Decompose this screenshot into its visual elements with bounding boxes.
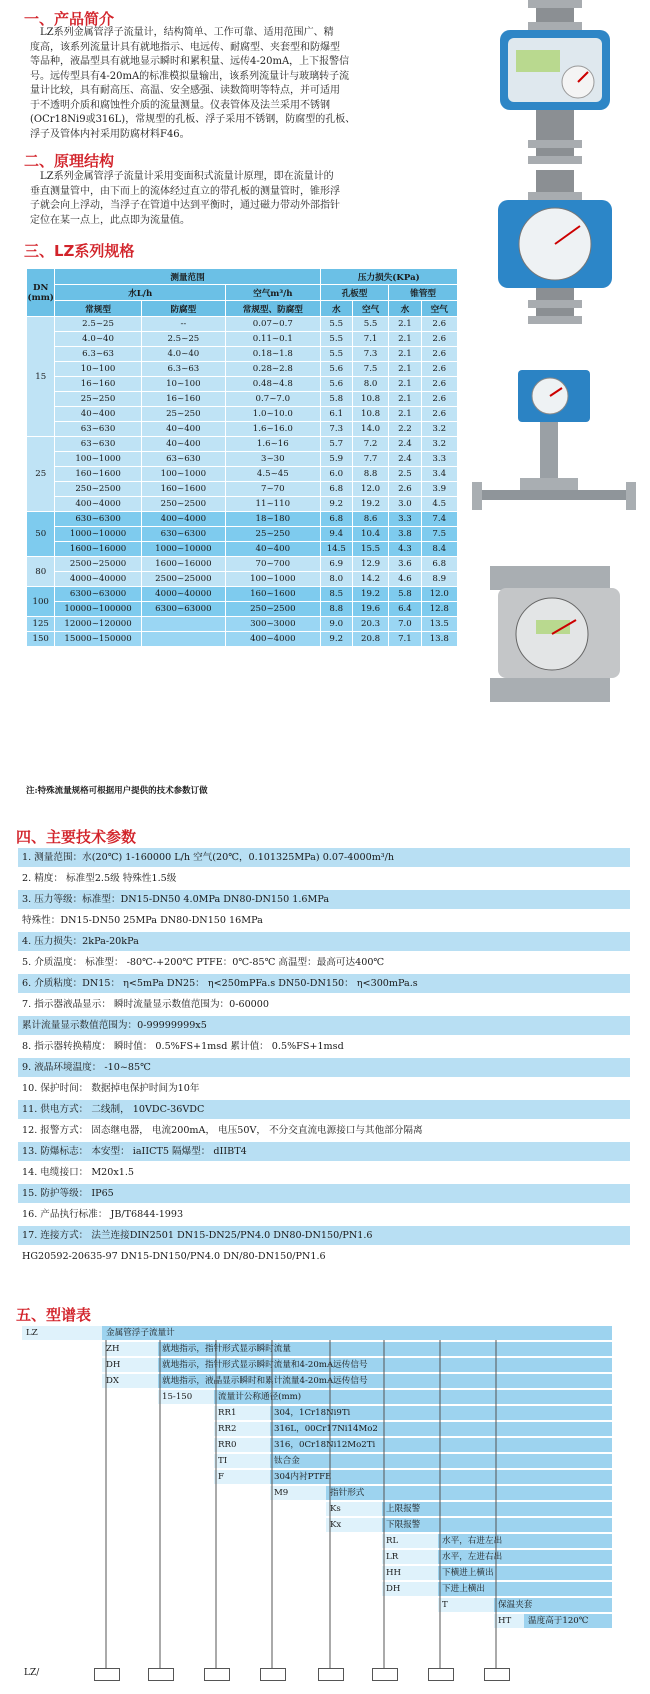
spec-cell: 2.4 xyxy=(389,452,421,467)
model-prefix: LZ/ xyxy=(24,1668,40,1678)
spec-cell: 5.7 xyxy=(320,437,352,452)
spec-cell: 14.0 xyxy=(352,422,388,437)
model-description: 金属管浮子流量计 xyxy=(102,1326,612,1340)
cone-header: 锥管型 xyxy=(389,285,458,301)
spec-cell: 630~6300 xyxy=(141,527,225,542)
spec-cell: -- xyxy=(141,317,225,332)
spec-cell: 2.6 xyxy=(421,347,457,362)
model-code: DX xyxy=(102,1374,158,1388)
spec-cell: 6.8 xyxy=(320,512,352,527)
model-description: 316，0Cr18Ni12Mo2Ti xyxy=(270,1438,612,1452)
normal-anti-header: 常规型、防腐型 xyxy=(225,301,320,317)
anti-header: 防腐型 xyxy=(141,301,225,317)
model-code: M9 xyxy=(270,1486,326,1500)
spec-cell: 12.0 xyxy=(352,482,388,497)
spec-cell: 19.2 xyxy=(352,587,388,602)
param-row: HG20592-20635-97 DN15-DN150/PN4.0 DN/80-DN150/PN1.6 xyxy=(18,1247,630,1266)
param-row: 5. 介质温度： 标准型： -80℃-+200℃ PTFE：0℃-85℃ 高温型：最高可达400℃ xyxy=(18,953,630,972)
param-row: 累计流量显示数值范围为：0-99999999x5 xyxy=(18,1016,630,1035)
spec-cell: 630~6300 xyxy=(55,512,141,527)
spec-cell: 7~70 xyxy=(225,482,320,497)
spec-cell: 8.4 xyxy=(421,542,457,557)
spec-cell: 11~110 xyxy=(225,497,320,512)
spec-cell: 2500~25000 xyxy=(55,557,141,572)
spec-cell: 10.8 xyxy=(352,407,388,422)
model-code: T xyxy=(438,1598,494,1612)
param-row: 7. 指示器液晶显示： 瞬时流量显示数值范围为：0-60000 xyxy=(18,995,630,1014)
spec-cell: 3.6 xyxy=(389,557,421,572)
spec-cell: 14.5 xyxy=(320,542,352,557)
spec-cell: 5.5 xyxy=(352,317,388,332)
spec-cell: 3~30 xyxy=(225,452,320,467)
spec-cell: 14.2 xyxy=(352,572,388,587)
spec-cell: 250~2500 xyxy=(225,602,320,617)
spec-dn-cell: 50 xyxy=(27,512,55,557)
model-code: Kx xyxy=(326,1518,382,1532)
spec-cell: 2.5 xyxy=(389,467,421,482)
model-description: 就地指示，指针形式显示瞬时流量 xyxy=(158,1342,612,1356)
spec-cell: 160~1600 xyxy=(225,587,320,602)
spec-cell: 3.2 xyxy=(421,437,457,452)
spec-cell: 1.6~16.0 xyxy=(225,422,320,437)
param-row: 8. 指示器转换精度： 瞬时值： 0.5%FS+1msd 累计值： 0.5%FS+1msd xyxy=(18,1037,630,1056)
intro-line: (OCr18Ni9或316L)，常规型的孔板、浮子采用不锈钢，防腐型的孔板、 xyxy=(30,114,356,125)
principle-line: 定位在某一点上，此点即为流量值。 xyxy=(30,214,190,226)
spec-cell: 0.18~1.8 xyxy=(225,347,320,362)
cone-water-header: 水 xyxy=(389,301,421,317)
spec-cell: 5.6 xyxy=(320,377,352,392)
spec-cell: 3.2 xyxy=(421,422,457,437)
spec-cell: 2.6 xyxy=(421,377,457,392)
model-description: 就地指示，指针形式显示瞬时流量和4-20mA远传信号 xyxy=(158,1358,612,1372)
spec-cell: 7.1 xyxy=(352,332,388,347)
spec-cell: 2.1 xyxy=(389,407,421,422)
orifice-water-header: 水 xyxy=(320,301,352,317)
spec-cell: 6.0 xyxy=(320,467,352,482)
model-description: 流量计公称通径(mm) xyxy=(214,1390,612,1404)
spec-cell: 25~250 xyxy=(55,392,141,407)
spec-cell: 13.8 xyxy=(421,632,457,647)
spec-cell: 40~400 xyxy=(225,542,320,557)
param-row: 16. 产品执行标准： JB/T6844-1993 xyxy=(18,1205,630,1224)
loss-header: 压力损失(KPa) xyxy=(320,269,457,285)
normal-header: 常规型 xyxy=(55,301,141,317)
spec-cell: 2.2 xyxy=(389,422,421,437)
spec-cell: 2.6 xyxy=(421,362,457,377)
spec-cell: 8.8 xyxy=(352,467,388,482)
spec-cell: 0.7~7.0 xyxy=(225,392,320,407)
spec-cell: 5.5 xyxy=(320,347,352,362)
spec-cell: 7.4 xyxy=(421,512,457,527)
spec-cell: 1000~10000 xyxy=(141,542,225,557)
model-description: 保温夹套 xyxy=(494,1598,612,1612)
spec-cell: 2.5~25 xyxy=(141,332,225,347)
spec-cell: 8.9 xyxy=(421,572,457,587)
model-code-box xyxy=(148,1668,174,1681)
spec-cell: 6.3~63 xyxy=(55,347,141,362)
spec-cell: 1.6~16 xyxy=(225,437,320,452)
spec-cell: 100~1000 xyxy=(141,467,225,482)
model-description: 钛合金 xyxy=(270,1454,612,1468)
section-title-spec: 三、LZ系列规格 xyxy=(24,242,135,260)
spec-cell: 19.6 xyxy=(352,602,388,617)
model-description: 上限报警 xyxy=(382,1502,612,1516)
spec-cell: 15000~150000 xyxy=(55,632,141,647)
spec-cell: 8.5 xyxy=(320,587,352,602)
principle-line: LZ系列金属管浮子流量计采用变面积式流量计原理，即在流量计的 xyxy=(40,171,334,182)
spec-cell: 6.1 xyxy=(320,407,352,422)
intro-line: 于不透明介质和腐蚀性介质的流量测量。仪表管体及法兰采用不锈钢 xyxy=(30,99,330,111)
spec-cell: 160~1600 xyxy=(55,467,141,482)
intro-line: 浮子及管体内衬采用防腐材料F46。 xyxy=(30,128,190,140)
spec-dn-cell: 25 xyxy=(27,437,55,512)
spec-dn-cell: 100 xyxy=(27,587,55,617)
section-title-params: 四、主要技术参数 xyxy=(16,828,137,846)
spec-cell: 300~3000 xyxy=(225,617,320,632)
spec-cell: 3.0 xyxy=(389,497,421,512)
spec-dn-cell: 80 xyxy=(27,557,55,587)
param-row: 特殊性：DN15-DN50 25MPa DN80-DN150 16MPa xyxy=(18,911,630,930)
spec-cell: 2.1 xyxy=(389,392,421,407)
param-row: 3. 压力等级：标准型：DN15-DN50 4.0MPa DN80-DN150 1.6MPa xyxy=(18,890,630,909)
air-header: 空气m³/h xyxy=(225,285,320,301)
model-description: 水平，左进右出 xyxy=(438,1550,612,1564)
spec-cell: 0.11~0.1 xyxy=(225,332,320,347)
spec-cell: 4.6 xyxy=(389,572,421,587)
spec-cell: 4.5 xyxy=(421,497,457,512)
param-row: 12. 报警方式： 固态继电器， 电流200mA， 电压50V， 不分交直流电源接口与其他部分隔离 xyxy=(18,1121,630,1140)
spec-cell: 2.1 xyxy=(389,317,421,332)
model-code: RR2 xyxy=(214,1422,270,1436)
model-code-box xyxy=(94,1668,120,1681)
spec-cell: 2.1 xyxy=(389,362,421,377)
spec-cell: 9.2 xyxy=(320,497,352,512)
spec-cell: 2.6 xyxy=(421,332,457,347)
orifice-air-header: 空气 xyxy=(352,301,388,317)
intro-line: 量计比较，具有耐高压、高温、安全感强、读数简明等特点，并可适用 xyxy=(30,85,340,96)
spec-cell: 100~1000 xyxy=(225,572,320,587)
range-header: 测量范围 xyxy=(55,269,320,285)
spec-cell: 40~400 xyxy=(55,407,141,422)
model-code: DH xyxy=(102,1358,158,1372)
intro-line: 号。远传型具有4-20mA的标准模拟量输出，该系列流量计与玻璃转子流 xyxy=(30,70,350,82)
param-row: 9. 液晶环境温度： -10~85℃ xyxy=(18,1058,630,1077)
spec-cell: 2.5~25 xyxy=(55,317,141,332)
spec-cell: 2.4 xyxy=(389,437,421,452)
spec-cell: 5.6 xyxy=(320,362,352,377)
principle-line: 子就会向上浮动，当浮子在管道中达到平衡时，通过磁力带动外部指针 xyxy=(30,200,340,211)
model-code-box xyxy=(260,1668,286,1681)
model-description: 就地指示，液晶显示瞬时和累计流量4-20mA远传信号 xyxy=(158,1374,612,1388)
spec-cell: 4.0~40 xyxy=(141,347,225,362)
spec-cell: 2.1 xyxy=(389,347,421,362)
model-code: HH xyxy=(382,1566,438,1580)
spec-cell: 0.28~2.8 xyxy=(225,362,320,377)
spec-cell: 10.8 xyxy=(352,392,388,407)
model-code-box xyxy=(372,1668,398,1681)
spec-cell: 5.8 xyxy=(320,392,352,407)
model-code-box xyxy=(318,1668,344,1681)
spec-cell: 7.5 xyxy=(352,362,388,377)
spec-cell: 4.3 xyxy=(389,542,421,557)
model-description: 304，1Cr18Ni9Ti xyxy=(270,1406,612,1420)
spec-cell: 4.5~45 xyxy=(225,467,320,482)
spec-cell: 7.3 xyxy=(320,422,352,437)
param-row: 17. 连接方式： 法兰连接DIN2501 DN15-DN25/PN4.0 DN80-DN150/PN1.6 xyxy=(18,1226,630,1245)
spec-cell: 8.8 xyxy=(320,602,352,617)
section-title-intro: 一、产品简介 xyxy=(24,10,115,28)
spec-cell: 18~180 xyxy=(225,512,320,527)
model-code: DH xyxy=(382,1582,438,1596)
principle-line: 垂直测量管中，由下而上的流体经过直立的带孔板的测量管时，锥形浮 xyxy=(30,185,340,197)
model-code: RL xyxy=(382,1534,438,1548)
spec-note: 注:特殊流量规格可根据用户提供的技术参数订做 xyxy=(26,786,208,796)
param-row: 2. 精度： 标准型2.5级 特殊性1.5级 xyxy=(18,869,630,888)
param-row: 1. 测量范围：水(20℃) 1-160000 L/h 空气(20℃，0.101325MPa) 0.07-4000m³/h xyxy=(18,848,630,867)
param-row: 13. 防爆标志： 本安型： iaIICT5 隔爆型： dIIBT4 xyxy=(18,1142,630,1161)
spec-cell: 9.0 xyxy=(320,617,352,632)
section-title-principle: 二、原理结构 xyxy=(24,152,115,170)
spec-cell: 2.6 xyxy=(421,317,457,332)
spec-cell: 9.2 xyxy=(320,632,352,647)
spec-cell: 7.2 xyxy=(352,437,388,452)
spec-cell: 16~160 xyxy=(55,377,141,392)
spec-cell: 25~250 xyxy=(141,407,225,422)
spec-cell: 16~160 xyxy=(141,392,225,407)
model-code: ZH xyxy=(102,1342,158,1356)
spec-cell: 12.8 xyxy=(421,602,457,617)
section-title-model: 五、型谱表 xyxy=(16,1306,92,1324)
spec-cell: 3.3 xyxy=(421,452,457,467)
spec-dn-cell: 125 xyxy=(27,617,55,632)
spec-cell: 1000~10000 xyxy=(55,527,141,542)
model-description: 指针形式 xyxy=(326,1486,612,1500)
spec-cell: 4000~40000 xyxy=(141,587,225,602)
spec-cell: 6.3~63 xyxy=(141,362,225,377)
spec-cell: 2.1 xyxy=(389,332,421,347)
spec-cell: 3.8 xyxy=(389,527,421,542)
spec-cell: 6.8 xyxy=(320,482,352,497)
spec-dn-cell: 150 xyxy=(27,632,55,647)
model-code: 15-150 xyxy=(158,1390,214,1404)
spec-cell: 40~400 xyxy=(141,422,225,437)
spec-cell: 5.8 xyxy=(389,587,421,602)
spec-cell: 63~630 xyxy=(55,437,141,452)
model-description: 下横进上横出 xyxy=(438,1566,612,1580)
spec-cell: 63~630 xyxy=(55,422,141,437)
intro-line: LZ系列金属管浮子流量计，结构简单、工作可靠、适用范围广、精 xyxy=(40,27,334,38)
spec-cell: 7.0 xyxy=(389,617,421,632)
spec-cell: 400~4000 xyxy=(55,497,141,512)
spec-cell: 2.6 xyxy=(389,482,421,497)
model-description: 304内衬PTFE xyxy=(270,1470,612,1484)
spec-cell: 15.5 xyxy=(352,542,388,557)
model-code: F xyxy=(214,1470,270,1484)
model-code: LZ xyxy=(22,1326,102,1340)
spec-cell: 12.9 xyxy=(352,557,388,572)
spec-cell: 63~630 xyxy=(141,452,225,467)
spec-cell: 8.0 xyxy=(352,377,388,392)
spec-cell: 400~4000 xyxy=(141,512,225,527)
spec-cell: 2500~25000 xyxy=(141,572,225,587)
spec-cell: 3.3 xyxy=(389,512,421,527)
param-row: 15. 防护等级： IP65 xyxy=(18,1184,630,1203)
model-description: 316L，00Cr17Ni14Mo2 xyxy=(270,1422,612,1436)
spec-cell: 9.4 xyxy=(320,527,352,542)
spec-cell: 10~100 xyxy=(55,362,141,377)
spec-cell: 13.5 xyxy=(421,617,457,632)
spec-cell: 8.6 xyxy=(352,512,388,527)
spec-cell: 70~700 xyxy=(225,557,320,572)
intro-line: 度高，该系列流量计具有就地指示、电远传、耐腐型、夹套型和防爆型 xyxy=(30,41,340,53)
spec-cell: 160~1600 xyxy=(141,482,225,497)
spec-cell: 1600~16000 xyxy=(55,542,141,557)
spec-cell: 2.6 xyxy=(421,407,457,422)
intro-line: 等品种，液晶型具有就地显示瞬时和累积量、远传4-20mA，上下报警信 xyxy=(30,56,350,67)
spec-cell: 12.0 xyxy=(421,587,457,602)
spec-cell: 6.4 xyxy=(389,602,421,617)
spec-cell: 2.6 xyxy=(421,392,457,407)
dn-header: DN (mm) xyxy=(27,269,55,317)
spec-cell: 6300~63000 xyxy=(55,587,141,602)
spec-cell: 7.1 xyxy=(389,632,421,647)
model-description: 温度高于120℃ xyxy=(524,1614,612,1628)
orifice-header: 孔板型 xyxy=(320,285,389,301)
spec-cell: 7.3 xyxy=(352,347,388,362)
spec-cell: 4.0~40 xyxy=(55,332,141,347)
model-code: LR xyxy=(382,1550,438,1564)
spec-cell: 4000~40000 xyxy=(55,572,141,587)
spec-cell: 3.4 xyxy=(421,467,457,482)
spec-cell: 10.4 xyxy=(352,527,388,542)
spec-cell: 6.9 xyxy=(320,557,352,572)
model-code: RR1 xyxy=(214,1406,270,1420)
spec-cell: 25~250 xyxy=(225,527,320,542)
param-row: 10. 保护时间： 数据掉电保护时间为10年 xyxy=(18,1079,630,1098)
spec-cell: 10~100 xyxy=(141,377,225,392)
param-row: 6. 介质粘度：DN15： η<5mPa DN25： η<250mPFa.s DN50-DN150： η<300mPa.s xyxy=(18,974,630,993)
param-row: 11. 供电方式： 二线制， 10VDC-36VDC xyxy=(18,1100,630,1119)
spec-cell: 250~2500 xyxy=(55,482,141,497)
spec-cell: 1.0~10.0 xyxy=(225,407,320,422)
model-description: 水平，右进左出 xyxy=(438,1534,612,1548)
model-code: RR0 xyxy=(214,1438,270,1452)
model-description: 下限报警 xyxy=(382,1518,612,1532)
spec-cell: 0.07~0.7 xyxy=(225,317,320,332)
spec-cell: 40~400 xyxy=(141,437,225,452)
spec-cell: 7.7 xyxy=(352,452,388,467)
spec-cell: 5.5 xyxy=(320,317,352,332)
param-row: 4. 压力损失：2kPa-20kPa xyxy=(18,932,630,951)
spec-cell: 2.1 xyxy=(389,377,421,392)
model-code: HT xyxy=(494,1614,524,1628)
spec-cell: 7.5 xyxy=(421,527,457,542)
spec-cell: 19.2 xyxy=(352,497,388,512)
spec-dn-cell: 15 xyxy=(27,317,55,437)
spec-cell: 10000~100000 xyxy=(55,602,141,617)
spec-cell: 3.9 xyxy=(421,482,457,497)
spec-cell: 8.0 xyxy=(320,572,352,587)
spec-cell: 100~1000 xyxy=(55,452,141,467)
spec-cell: 1600~16000 xyxy=(141,557,225,572)
model-code-box xyxy=(484,1668,510,1681)
cone-air-header: 空气 xyxy=(421,301,457,317)
spec-cell: 400~4000 xyxy=(225,632,320,647)
spec-cell: 5.5 xyxy=(320,332,352,347)
spec-cell: 5.9 xyxy=(320,452,352,467)
spec-cell: 250~2500 xyxy=(141,497,225,512)
model-code-box xyxy=(428,1668,454,1681)
model-code: Ks xyxy=(326,1502,382,1516)
model-description: 下进上横出 xyxy=(438,1582,612,1596)
spec-cell: 0.48~4.8 xyxy=(225,377,320,392)
spec-cell: 20.8 xyxy=(352,632,388,647)
spec-cell: 6300~63000 xyxy=(141,602,225,617)
spec-cell: 12000~120000 xyxy=(55,617,141,632)
param-row: 14. 电缆接口： M20x1.5 xyxy=(18,1163,630,1182)
model-code: TI xyxy=(214,1454,270,1468)
spec-cell: 20.3 xyxy=(352,617,388,632)
water-header: 水L/h xyxy=(55,285,226,301)
model-code-box xyxy=(204,1668,230,1681)
spec-cell: 6.8 xyxy=(421,557,457,572)
